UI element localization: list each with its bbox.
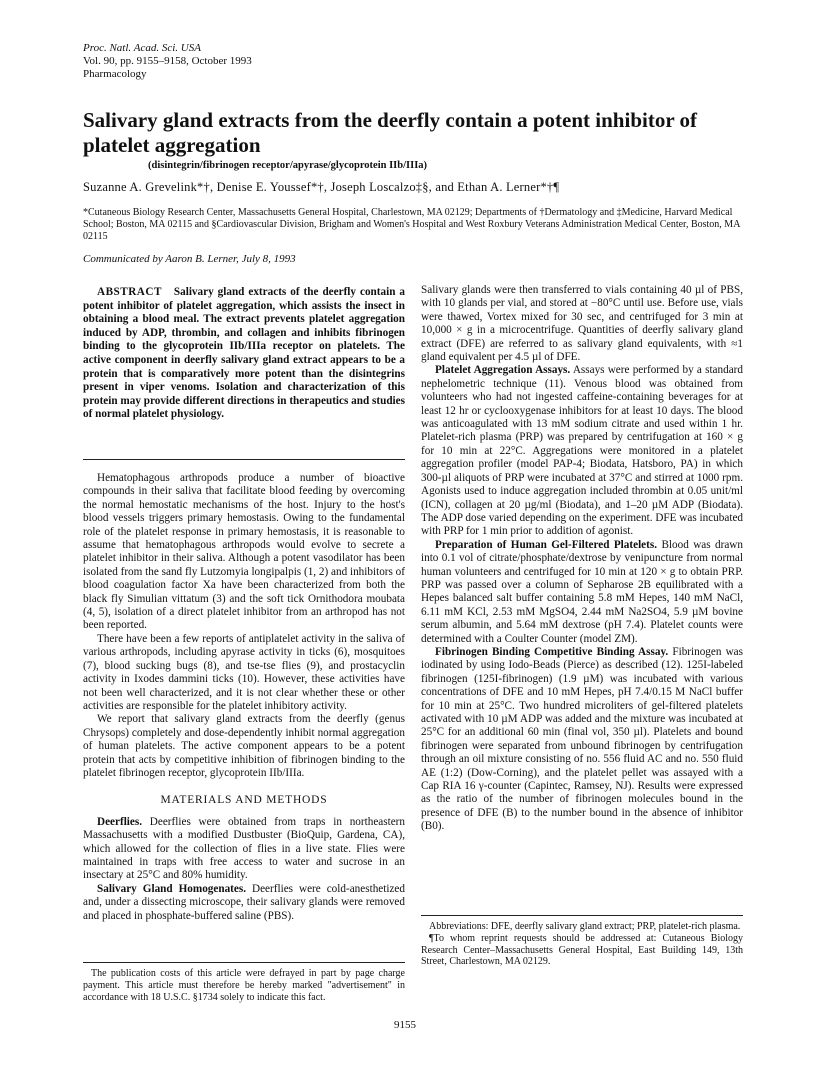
keywords: (disintegrin/fibrinogen receptor/apyrase/glycoprotein IIb/IIIa) [148,160,428,171]
reprint-note: ¶To whom reprint requests should be addressed at: Cutaneous Biology Research Center–Massachusetts General Hospital, East Building 149, 13th Street, Charlestown, MA 02129. [421,932,743,968]
journal-citation: Vol. 90, pp. 9155–9158, October 1993 [83,55,252,67]
right-footnotes [421,921,743,968]
aggregation-heading: Platelet Aggregation Assays. [435,364,571,377]
fibrinogen-paragraph [421,646,743,834]
homogenates-paragraph [83,883,405,923]
right-footnote-rule [421,915,743,916]
abbreviations-note: Abbreviations: DFE, deerfly salivary gland extract; PRP, platelet-rich plasma. [429,921,741,932]
paper-title: Salivary gland extracts from the deerfly contain a potent inhibitor of platelet aggregation [83,108,698,157]
homogenates-continued: Salivary glands were then transferred to vials containing 40 µl of PBS, with 10 glands per vial, and stored at −80°C until use. Before use, vials were thawed, Vortex mixed for 30 sec, and centrifuged for 3 min at 10,000 × g in a microcentrifuge. Quantities of deerfly salivary gland extract (DFE) are referred to as salivary gland equivalents, with ≈1 gland equivalent per 4.5 µl of DFE. [421,284,743,364]
methods-heading: MATERIALS AND METHODS [160,794,328,807]
gel-filtered-heading: Preparation of Human Gel-Filtered Platelets. [435,538,658,551]
aggregation-text: Assays were performed by a standard nephelometric technique (11). Venous blood was obtained from volunteers who had not ingested caffeine-containing beverages for at least 12 hr or cyclooxygenase inhibitors for at least 10 days. The blood was anticoagulated with 13 mM sodium citrate and used within 1 hr. Platelet-rich plasma (PRP) was prepared by centrifugation at 160 × g for 10 min at 22°C. Aggregations were monitored in a platelet aggregation profiler (model PAP-4; Biodata, Hatsboro, PA) in which 300-µl aliquots of PRP were incubated at 37°C and stirred at 1000 rpm. Agonists used to induce aggregation included thrombin at 0.05 unit/ml (ICN), collagen at 20 µg/ml (Biodata), and 1–20 µM ADP (Biodata). The ADP dose varied depending on the experiment. DFE was incubated with PRP for 1 min prior to addition of agonist. [421,364,743,538]
author-list: Suzanne A. Grevelink*†, Denise E. Youssef*†, Joseph Loscalzo‡§, and Ethan A. Lerner*†¶ [83,180,560,194]
left-column-body [83,472,405,923]
fibrinogen-heading: Fibrinogen Binding Competitive Binding Assay. [435,645,669,658]
intro-paragraph-1: Hematophagous arthropods produce a number of bioactive compounds in their saliva that facilitate blood feeding by overcoming the normal hemostatic mechanisms of the host. Injury to the host's blood vessels triggers primary hemostasis. Owing to the fundamental role of the platelet response in primary hemostasis, it is reasonable to assume that hematophagous arthropods would evolve to secrete a platelet inhibitor in their saliva. Although a potent vasodilator has been isolated from the sand fly Lutzomyia longipalpis (1, 2) and inhibitors of blood coagulation factor Xa have been characterized from both the black fly Simulian vittatum (3) and the soft tick Ornithodora moubata (4, 5), isolation of a direct platelet inhibitor from an arthropod has not been reported. [83,472,405,632]
fibrinogen-text: Fibrinogen was iodinated by using Iodo-Beads (Pierce) as described (12). 125I-labeled fibrinogen (125I-fibrinogen) (1.9 µM) was incubated with various concentrations of DFE and 10 mM Hepes, pH 7.4/0.15 M NaCl buffer for 10 min at 25°C. Two hundred microliters of gel-filtered platelets activated with 10 µM ADP was added and the mixture was incubated at 25°C for an additional 60 min (final vol, 350 µl). Platelets and bound fibrinogen were separated from unbound fibrinogen by centrifugation through an oil mixture consisting of no. 556 fluid AC and no. 550 fluid AE (1:2) (Dow-Corning), and the platelet pellet was assayed with a Cap RIA 16 γ-counter (Capintec, Ramsey, NJ). Results were expressed as the ratio of the number of fibrinogen molecules bound in the presence of DFE (B) to the number bound in the absence of inhibitor (B0). [421,645,743,833]
publication-cost-note: The publication costs of this article were defrayed in part by page charge payment. This article must therefore be hereby marked "advertisement" in accordance with 18 U.S.C. §1734 solely to indicate this fact. [83,968,405,1003]
communicated-by: Communicated by Aaron B. Lerner, July 8, 1993 [83,253,296,265]
gel-filtered-paragraph [421,539,743,646]
homogenates-text: Deerflies were cold-anesthetized and, under a dissecting microscope, their salivary glands were removed and placed in phosphate-buffered saline (PBS). [83,882,405,922]
right-column-body [421,284,743,834]
abstract-section [83,276,405,460]
journal-name: Proc. Natl. Acad. Sci. USA [83,42,201,54]
intro-paragraph-3: We report that salivary gland extracts from the deerfly (genus Chrysops) completely and dose-dependently inhibit normal aggregation of human platelets. The active component appears to be a potent protein that acts by competitive inhibition of fibrinogen binding to the platelet fibrinogen receptor, glycoprotein IIb/IIIa. [83,713,405,779]
affiliations: *Cutaneous Biology Research Center, Massachusetts General Hospital, Charlestown, MA 02129; Departments of †Dermatology and ‡Medicine, Harvard Medical School; Boston, MA 02115 and §Cardiovascular Division, Brigham and Women's Hospital and West Roxbury Veterans Administration Medical Center, Boston, MA 02115 [83,207,740,242]
aggregation-paragraph [421,364,743,538]
abstract-text: Salivary gland extracts of the deerfly contain a potent inhibitor of platelet aggregation, which assists the insect in obtaining a blood meal. The extract prevents platelet aggregation induced by ADP, thrombin, and collagen and inhibits fibrinogen binding to the glycoprotein IIb/IIIa receptor on platelets. The active component in deerfly salivary gland extract appears to be a protein that is comparatively more potent than the disintegrins present in viper venoms. Isolation and characterization of this protein may provide different directions in therapeutics and studies of normal platelet physiology. [83,286,405,421]
left-footnote [83,968,405,1003]
page-number: 9155 [394,1019,416,1031]
journal-section: Pharmacology [83,68,147,80]
deerflies-heading: Deerflies. [97,815,143,828]
deerflies-text: Deerflies were obtained from traps in northeastern Massachusetts with a modified Dustbuster (BioQuip, Gardena, CA), which allowed for the collection of flies in a live state. Flies were maintained in traps with free access to water and sucrose in an insectary at 25°C and 80% humidity. [83,815,406,882]
left-footnote-rule [83,962,405,963]
abstract-label: ABSTRACT [97,286,162,298]
deerflies-paragraph [83,816,405,883]
homogenates-heading: Salivary Gland Homogenates. [97,882,247,895]
abstract [83,276,405,422]
journal-header [83,42,252,81]
gel-filtered-text: Blood was drawn into 0.1 vol of citrate/phosphate/dextrose by venipuncture from normal human volunteers and centrifuged for 10 min at 120 × g to obtain PRP. PRP was passed over a column of Sepharose 2B equilibrated with a Hepes balanced salt buffer containing 5.8 mM Hepes, 140 mM NaCl, 6.11 mM KCl, 2.53 mM MgSO4, 2.44 mM Na2SO4, 5.9 µM bovine serum albumin, and 5.64 mM dextrose (pH 7.4). Platelet counts were determined with a Coulter Counter (model ZM). [421,538,743,645]
intro-paragraph-2: There have been a few reports of antiplatelet activity in the saliva of various arthropods, including apyrase activity in ticks (6), mosquitoes (7), blood sucking bugs (8), and tse-tse flies (9), and prostacyclin activity in Ixodes dammini ticks (10). However, these activities have not been well characterized, and it is not clear whether these or other activities are responsible for the platelet inhibitory activity. [83,632,405,712]
